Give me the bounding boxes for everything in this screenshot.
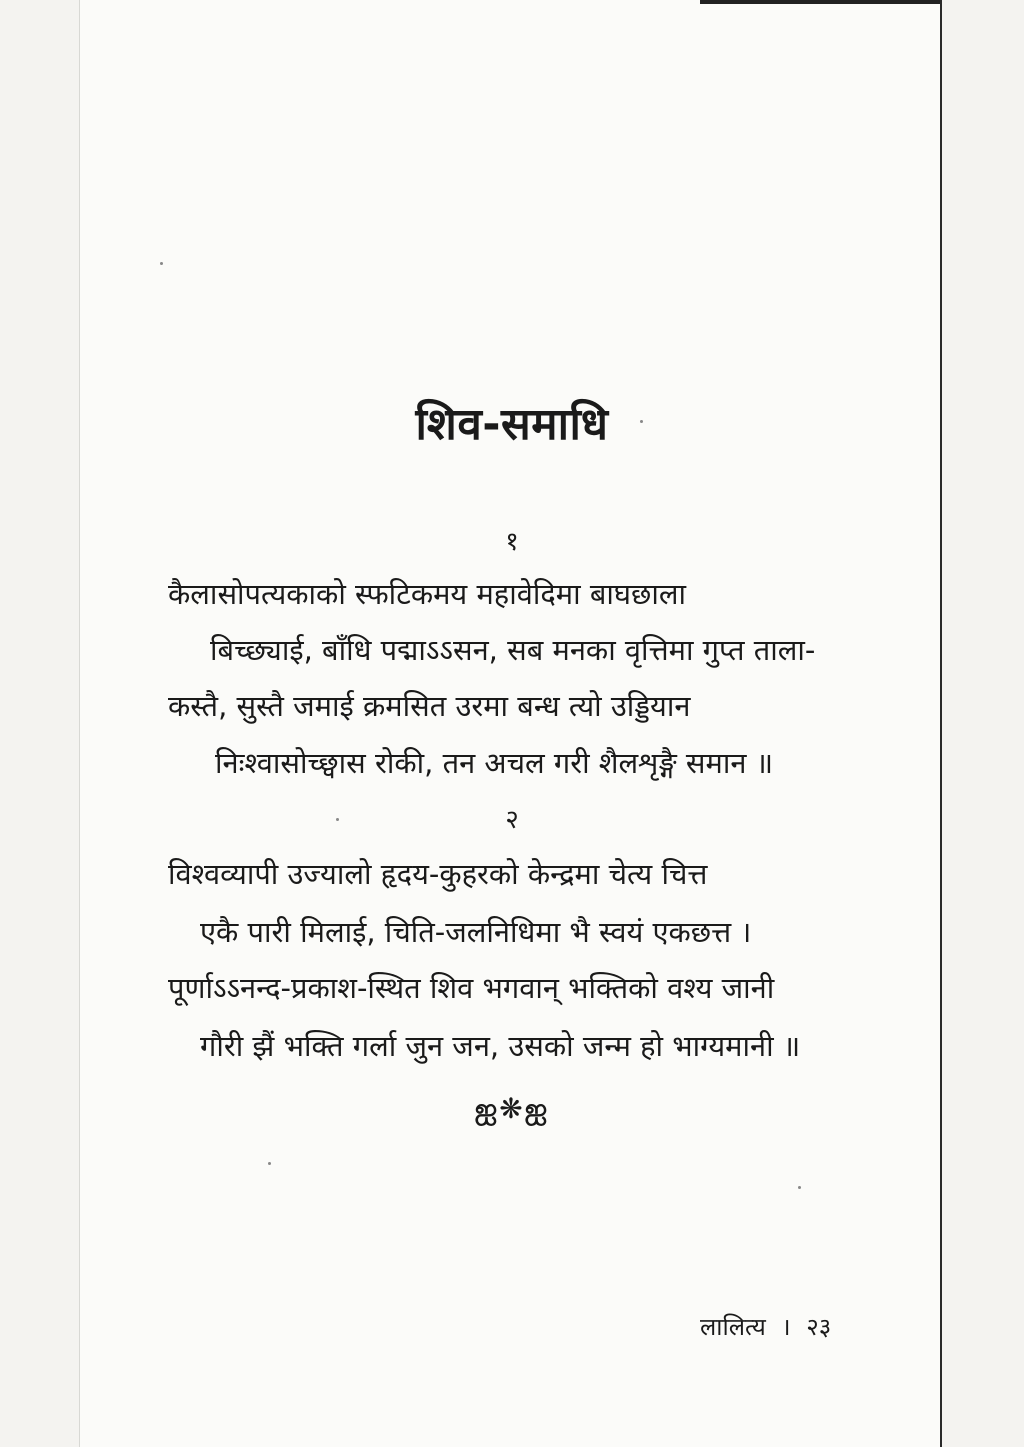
scan-speck xyxy=(160,262,163,265)
stanza-1-line-3: कस्तै, सुस्तै जमाई क्रमसित उरमा बन्ध त्यो उड्डियान xyxy=(168,689,691,723)
stanza-2-line-4: गौरी झैं भक्ति गर्ला जुन जन, उसको जन्म हो भाग्यमानी ॥ xyxy=(200,1029,801,1063)
footer-separator: । xyxy=(781,1313,791,1341)
scan-speck xyxy=(640,420,643,423)
page-edge-shadow xyxy=(700,0,940,4)
stanza-2-line-3: पूर्णाऽऽनन्द-प्रकाश-स्थित शिव भगवान् भक्तिको वश्य जानी xyxy=(168,971,775,1005)
stanza-number-1: १ xyxy=(505,527,519,557)
page-footer xyxy=(700,1310,831,1343)
stanza-2-line-1: विश्वव्यापी उज्यालो हृदय-कुहरको केन्द्रमा चेत्य चित्त xyxy=(168,857,708,891)
scan-speck xyxy=(268,1162,271,1165)
section-end-ornament: ஐ❋ஐ xyxy=(474,1092,550,1125)
footer-page-number: २३ xyxy=(806,1313,832,1341)
stanza-1-line-2: बिच्छ्याई, बाँधि पद्माऽऽसन, सब मनका वृत्तिमा गुप्त ताला- xyxy=(210,633,816,667)
stanza-number-2: २ xyxy=(505,805,519,835)
stanza-1-line-4: निःश्वासोच्छ्वास रोकी, तन अचल गरी शैलशृङ्गै समान ॥ xyxy=(215,746,774,780)
stanza-1-line-1: कैलासोपत्यकाको स्फटिकमय महावेदिमा बाघछाला xyxy=(168,577,687,611)
scan-speck xyxy=(336,818,339,821)
scan-speck xyxy=(798,1186,801,1189)
stanza-2-line-2: एकै पारी मिलाई, चिति-जलनिधिमा भै स्वयं एकछत्त । xyxy=(200,915,752,949)
poem-title: शिव-समाधि xyxy=(415,399,609,450)
footer-book-title: लालित्य xyxy=(700,1313,766,1341)
